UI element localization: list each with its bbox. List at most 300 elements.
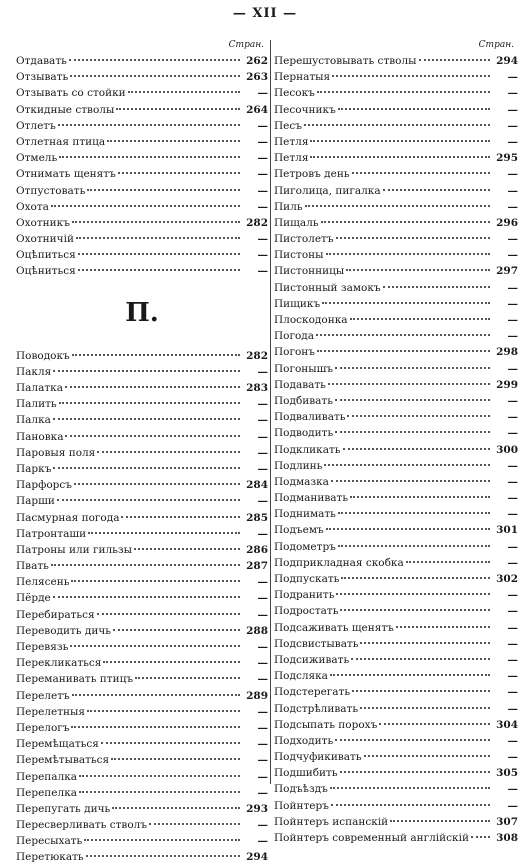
- entry-page: 308: [496, 832, 518, 844]
- entry-page: —: [507, 637, 518, 650]
- dot-leader: [72, 687, 240, 696]
- entry-term: Подмазка: [274, 475, 329, 488]
- dot-leader: [331, 797, 490, 806]
- dot-leader: [71, 719, 240, 728]
- dot-leader: [316, 327, 490, 336]
- entry-page: —: [507, 459, 518, 472]
- entry-term: Пасмурная погода: [16, 511, 120, 524]
- dot-leader: [111, 751, 240, 760]
- entry-page: —: [507, 103, 518, 116]
- dot-leader: [321, 214, 490, 223]
- index-entry: [274, 392, 518, 408]
- index-entry: [274, 149, 518, 165]
- dot-leader: [335, 732, 490, 741]
- index-entry: [16, 347, 268, 363]
- index-entry: [274, 797, 518, 813]
- index-entry: [16, 165, 268, 181]
- entry-term: Пищаль: [274, 216, 319, 229]
- entry-page: 284: [246, 479, 268, 492]
- page-number: — XII —: [232, 6, 298, 21]
- index-entry: [274, 295, 518, 311]
- entry-page: 300: [496, 443, 518, 456]
- entry-term: Подъемъ: [274, 524, 324, 537]
- index-entry: [16, 768, 268, 784]
- entry-term: Подводить: [274, 427, 334, 440]
- entry-page: 262: [246, 55, 268, 67]
- section-spacer: [16, 333, 268, 347]
- dot-leader: [360, 635, 490, 644]
- index-entry: [16, 246, 268, 262]
- entry-page: —: [507, 702, 518, 715]
- dot-leader: [335, 424, 490, 433]
- page-column-label: Стран.: [228, 40, 264, 50]
- entry-term: Перепелка: [16, 786, 78, 799]
- index-entry: [16, 800, 268, 816]
- dot-leader: [352, 683, 490, 692]
- entry-term: Отнимать щенятъ: [16, 168, 116, 181]
- entry-term: Песокъ: [274, 87, 315, 100]
- entry-term: Переводить дичь: [16, 624, 111, 637]
- entry-page: —: [507, 71, 518, 84]
- index-entry: [274, 52, 518, 68]
- entry-term: Паровыя поля: [16, 446, 96, 459]
- entry-term: Оцѣниться: [16, 265, 76, 278]
- entry-page: —: [507, 200, 518, 213]
- index-entry: [16, 848, 268, 864]
- entry-term: Палатка: [16, 382, 63, 394]
- index-entry: [16, 832, 268, 848]
- entry-term: Пиль: [274, 200, 303, 213]
- entry-term: Погонъ: [274, 346, 315, 359]
- entry-page: —: [257, 641, 268, 653]
- index-entry: [16, 395, 268, 411]
- index-entry: [274, 198, 518, 214]
- entry-page: —: [507, 119, 518, 132]
- entry-term: Подходить: [274, 734, 334, 747]
- entry-term: Отпустовать: [16, 184, 86, 197]
- entry-page: 296: [496, 216, 518, 229]
- index-entry: [16, 654, 268, 670]
- dot-leader: [59, 395, 240, 404]
- index-entry: [16, 214, 268, 230]
- index-entry: [274, 262, 518, 278]
- index-entry: [16, 589, 268, 605]
- index-entry: [16, 622, 268, 638]
- index-entry: [16, 816, 268, 832]
- entry-term: Патронташи: [16, 527, 87, 540]
- index-entry: [274, 360, 518, 376]
- dot-leader: [103, 654, 240, 663]
- index-entry: [16, 117, 268, 133]
- entry-term: Песъ: [274, 119, 302, 132]
- entry-page: —: [507, 670, 518, 683]
- dot-leader: [59, 149, 240, 158]
- index-entry: [16, 182, 268, 198]
- index-entry: [16, 557, 268, 573]
- dot-leader: [364, 748, 490, 757]
- dot-leader: [78, 246, 240, 255]
- index-entry: [16, 460, 268, 476]
- entry-term: Палить: [16, 398, 57, 411]
- entry-term: Погонышъ: [274, 362, 334, 375]
- index-entry: [16, 735, 268, 751]
- dot-leader: [118, 165, 240, 174]
- index-entry: [274, 457, 518, 473]
- entry-term: Перепалка: [16, 770, 78, 783]
- index-entry: [16, 719, 268, 735]
- index-entry: [16, 638, 268, 654]
- entry-page: 307: [496, 815, 518, 828]
- dot-leader: [383, 279, 490, 288]
- dot-leader: [351, 651, 490, 660]
- entry-page: —: [507, 427, 518, 440]
- entry-page: —: [257, 819, 268, 832]
- index-entry: [274, 683, 518, 699]
- dot-leader: [471, 829, 490, 838]
- index-entry: [274, 246, 518, 262]
- dot-leader: [74, 476, 240, 485]
- entry-page: —: [257, 754, 268, 767]
- entry-page: —: [507, 589, 518, 602]
- entry-term: Пойнтеръ испанскій: [274, 815, 389, 828]
- entry-term: Перемѣтываться: [16, 754, 110, 767]
- entry-page: —: [507, 362, 518, 375]
- index-entry: [16, 101, 268, 117]
- entry-term: Перелетныя: [16, 705, 85, 718]
- dot-leader: [396, 619, 490, 628]
- entry-page: 264: [246, 103, 268, 116]
- dot-leader: [341, 570, 490, 579]
- entry-term: Пересверливать стволъ: [16, 819, 148, 832]
- entry-term: Пистонный замокъ: [274, 281, 381, 294]
- entry-page: —: [257, 249, 268, 262]
- dot-leader: [72, 214, 240, 223]
- entry-term: Подъѣздъ: [274, 783, 328, 796]
- entry-page: 289: [246, 689, 268, 702]
- dot-leader: [65, 379, 240, 388]
- index-entry: [274, 602, 518, 618]
- entry-page: —: [507, 168, 518, 181]
- dot-leader: [70, 68, 240, 77]
- entry-page: —: [257, 398, 268, 411]
- index-entry: [274, 376, 518, 392]
- index-entry: [274, 716, 518, 732]
- entry-term: Охота: [16, 200, 49, 213]
- dot-leader: [71, 573, 240, 582]
- dot-leader: [53, 363, 240, 372]
- index-entry: [16, 363, 268, 379]
- dot-leader: [352, 165, 490, 174]
- dot-leader: [51, 557, 240, 566]
- index-list-p: [16, 347, 268, 865]
- dot-leader: [70, 638, 240, 647]
- dot-leader: [84, 832, 240, 841]
- index-entry: [16, 262, 268, 278]
- entry-page: 285: [246, 511, 268, 524]
- entry-page: 299: [496, 378, 518, 391]
- entry-term: Отлетъ: [16, 119, 56, 132]
- entry-page: —: [507, 330, 518, 343]
- entry-page: —: [507, 281, 518, 294]
- entry-page: —: [507, 508, 518, 521]
- entry-page: —: [257, 265, 268, 278]
- entry-page: —: [507, 734, 518, 747]
- index-entry: [16, 687, 268, 703]
- dot-leader: [53, 460, 240, 469]
- index-list-o: [16, 52, 268, 279]
- dot-leader: [128, 84, 240, 93]
- dot-leader: [332, 68, 490, 77]
- dot-leader: [112, 800, 240, 809]
- index-entry: [16, 784, 268, 800]
- index-entry: [16, 68, 268, 84]
- dot-leader: [406, 554, 490, 563]
- index-entry: [16, 411, 268, 427]
- index-entry: [16, 703, 268, 719]
- column-divider: [270, 40, 271, 784]
- index-entry: [16, 149, 268, 165]
- entry-term: Пелясень: [16, 576, 70, 589]
- dot-leader: [57, 492, 240, 501]
- dot-leader: [88, 525, 240, 534]
- entry-page: 297: [496, 265, 518, 278]
- entry-page: —: [257, 87, 268, 100]
- dot-leader: [360, 700, 490, 709]
- entry-term: Поводокъ: [16, 349, 70, 362]
- entry-term: Перекликаться: [16, 657, 102, 670]
- entry-page: —: [507, 799, 518, 812]
- index-entry: [274, 214, 518, 230]
- index-entry: [274, 133, 518, 149]
- entry-page: —: [507, 605, 518, 618]
- dot-leader: [322, 295, 490, 304]
- entry-page: —: [507, 492, 518, 505]
- index-entry: [274, 408, 518, 424]
- index-entry: [16, 525, 268, 541]
- index-entry: [274, 165, 518, 181]
- index-entry: [16, 476, 268, 492]
- dot-leader: [107, 133, 240, 142]
- dot-leader: [336, 586, 490, 595]
- entry-term: Охотничій: [16, 233, 74, 246]
- dot-leader: [350, 489, 490, 498]
- index-entry: [274, 748, 518, 764]
- dot-leader: [338, 101, 490, 110]
- entry-term: Петля: [274, 152, 309, 165]
- entry-term: Перелогъ: [16, 721, 70, 734]
- index-entry: [274, 117, 518, 133]
- entry-page: —: [507, 475, 518, 488]
- section-letter: П.: [125, 297, 159, 328]
- index-entry: [16, 84, 268, 100]
- index-entry: [274, 327, 518, 343]
- entry-page: —: [257, 233, 268, 246]
- index-entry: [16, 606, 268, 622]
- entry-page: 298: [496, 346, 518, 359]
- dot-leader: [69, 52, 240, 61]
- entry-page: 294: [496, 55, 518, 67]
- entry-page: —: [507, 135, 518, 148]
- entry-term: Погода: [274, 330, 315, 343]
- index-list-p-continued: [274, 52, 518, 845]
- index-entry: [274, 651, 518, 667]
- entry-page: —: [257, 462, 268, 475]
- entry-page: —: [257, 657, 268, 670]
- index-entry: [274, 68, 518, 84]
- entry-page: —: [257, 786, 268, 799]
- index-entry: [16, 52, 268, 68]
- dot-leader: [330, 780, 490, 789]
- entry-page: —: [257, 721, 268, 734]
- dot-leader: [335, 360, 490, 369]
- dot-leader: [72, 347, 240, 356]
- entry-page: —: [507, 653, 518, 666]
- entry-term: Пересыхать: [16, 835, 83, 848]
- entry-page: —: [507, 249, 518, 262]
- right-column: [274, 40, 518, 845]
- left-column: [16, 40, 268, 865]
- dot-leader: [76, 230, 240, 239]
- entry-term: Парфорсъ: [16, 479, 72, 492]
- dot-leader: [53, 589, 240, 598]
- index-entry: [16, 509, 268, 525]
- entry-page: —: [257, 446, 268, 459]
- entry-page: 282: [246, 349, 268, 362]
- entry-term: Перетюкать: [16, 851, 84, 864]
- dot-leader: [101, 735, 240, 744]
- entry-page: —: [257, 184, 268, 197]
- index-entry: [274, 554, 518, 570]
- dot-leader: [135, 670, 240, 679]
- dot-leader: [330, 667, 490, 676]
- entry-term: Пвать: [16, 560, 49, 573]
- entry-page: —: [257, 835, 268, 848]
- dot-leader: [346, 262, 490, 271]
- dot-leader: [87, 182, 240, 191]
- index-entry: [274, 473, 518, 489]
- entry-page: —: [257, 738, 268, 751]
- index-entry: [274, 84, 518, 100]
- entry-page: —: [257, 430, 268, 443]
- entry-term: Подометръ: [274, 540, 336, 553]
- entry-term: Подранить: [274, 589, 335, 602]
- entry-page: 282: [246, 216, 268, 229]
- dot-leader: [343, 441, 490, 450]
- dot-leader: [78, 262, 240, 271]
- index-entry: [274, 279, 518, 295]
- dot-leader: [65, 428, 240, 437]
- entry-term: Пойнтеръ: [274, 799, 329, 812]
- dot-leader: [350, 311, 490, 320]
- entry-term: Переманивать птицъ: [16, 673, 134, 686]
- section-spacer: [16, 279, 268, 293]
- index-entry: [16, 444, 268, 460]
- entry-term: Перелетъ: [16, 689, 70, 702]
- entry-page: —: [257, 200, 268, 213]
- entry-term: Перешустовывать стволы: [274, 55, 417, 67]
- entry-page: —: [257, 592, 268, 605]
- entry-page: —: [507, 411, 518, 424]
- entry-page: —: [257, 365, 268, 378]
- entry-term: Перемѣщаться: [16, 738, 99, 751]
- entry-term: Подстрѣливать: [274, 702, 359, 715]
- dot-leader: [310, 149, 490, 158]
- entry-term: Пищикъ: [274, 297, 321, 310]
- entry-term: Перебираться: [16, 608, 95, 621]
- entry-term: Пистонницы: [274, 265, 345, 278]
- entry-page: —: [257, 527, 268, 540]
- entry-term: Подлинь: [274, 459, 323, 472]
- index-entry: [274, 538, 518, 554]
- entry-term: Подприкладная скобка: [274, 556, 404, 569]
- entry-term: Подваливать: [274, 411, 346, 424]
- entry-page: —: [257, 673, 268, 686]
- index-entry: [274, 635, 518, 651]
- entry-term: Перевязь: [16, 641, 69, 653]
- entry-page: 294: [246, 851, 268, 864]
- index-entry: [274, 424, 518, 440]
- entry-term: Пернатыя: [274, 71, 331, 84]
- entry-page: —: [257, 770, 268, 783]
- entry-page: 301: [496, 524, 518, 537]
- dot-leader: [310, 133, 490, 142]
- dot-leader: [113, 622, 240, 631]
- entry-term: Отлетная птица: [16, 135, 106, 148]
- entry-term: Охотникъ: [16, 216, 70, 229]
- dot-leader: [326, 521, 490, 530]
- entry-page: —: [507, 184, 518, 197]
- entry-page: —: [507, 783, 518, 796]
- entry-term: Отдавать: [16, 55, 67, 67]
- entry-term: Подстерегать: [274, 686, 351, 699]
- entry-term: Пиголица, пигалка: [274, 184, 381, 197]
- entry-term: Пистоны: [274, 249, 324, 262]
- dot-leader: [79, 768, 240, 777]
- index-entry: [274, 667, 518, 683]
- index-entry: [274, 441, 518, 457]
- index-entry: [274, 700, 518, 716]
- dot-leader: [79, 784, 240, 793]
- entry-term: Подсыпать порохъ: [274, 718, 378, 731]
- index-entry: [274, 311, 518, 327]
- entry-term: Подсвистывать: [274, 637, 359, 650]
- dot-leader: [149, 816, 240, 825]
- entry-term: Палка: [16, 414, 51, 427]
- entry-page: —: [507, 297, 518, 310]
- entry-page: 293: [246, 802, 268, 815]
- dot-leader: [347, 408, 490, 417]
- dot-leader: [335, 392, 490, 401]
- entry-term: Отмель: [16, 152, 58, 165]
- dot-leader: [336, 230, 490, 239]
- entry-term: Пойнтеръ современный англійскій: [274, 832, 469, 844]
- entry-page: 283: [246, 382, 268, 394]
- index-entry: [16, 573, 268, 589]
- entry-term: Пакля: [16, 365, 52, 378]
- entry-term: Подбивать: [274, 394, 333, 407]
- index-entry: [16, 133, 268, 149]
- index-entry: [16, 541, 268, 557]
- dot-leader: [340, 764, 490, 773]
- entry-page: —: [507, 621, 518, 634]
- entry-term: Пёрде: [16, 592, 51, 605]
- entry-term: Подсаживать щенятъ: [274, 621, 394, 634]
- entry-term: Оцѣпиться: [16, 249, 76, 262]
- entry-page: —: [507, 556, 518, 569]
- dot-leader: [134, 541, 240, 550]
- entry-page: —: [507, 314, 518, 326]
- entry-page: —: [507, 751, 518, 764]
